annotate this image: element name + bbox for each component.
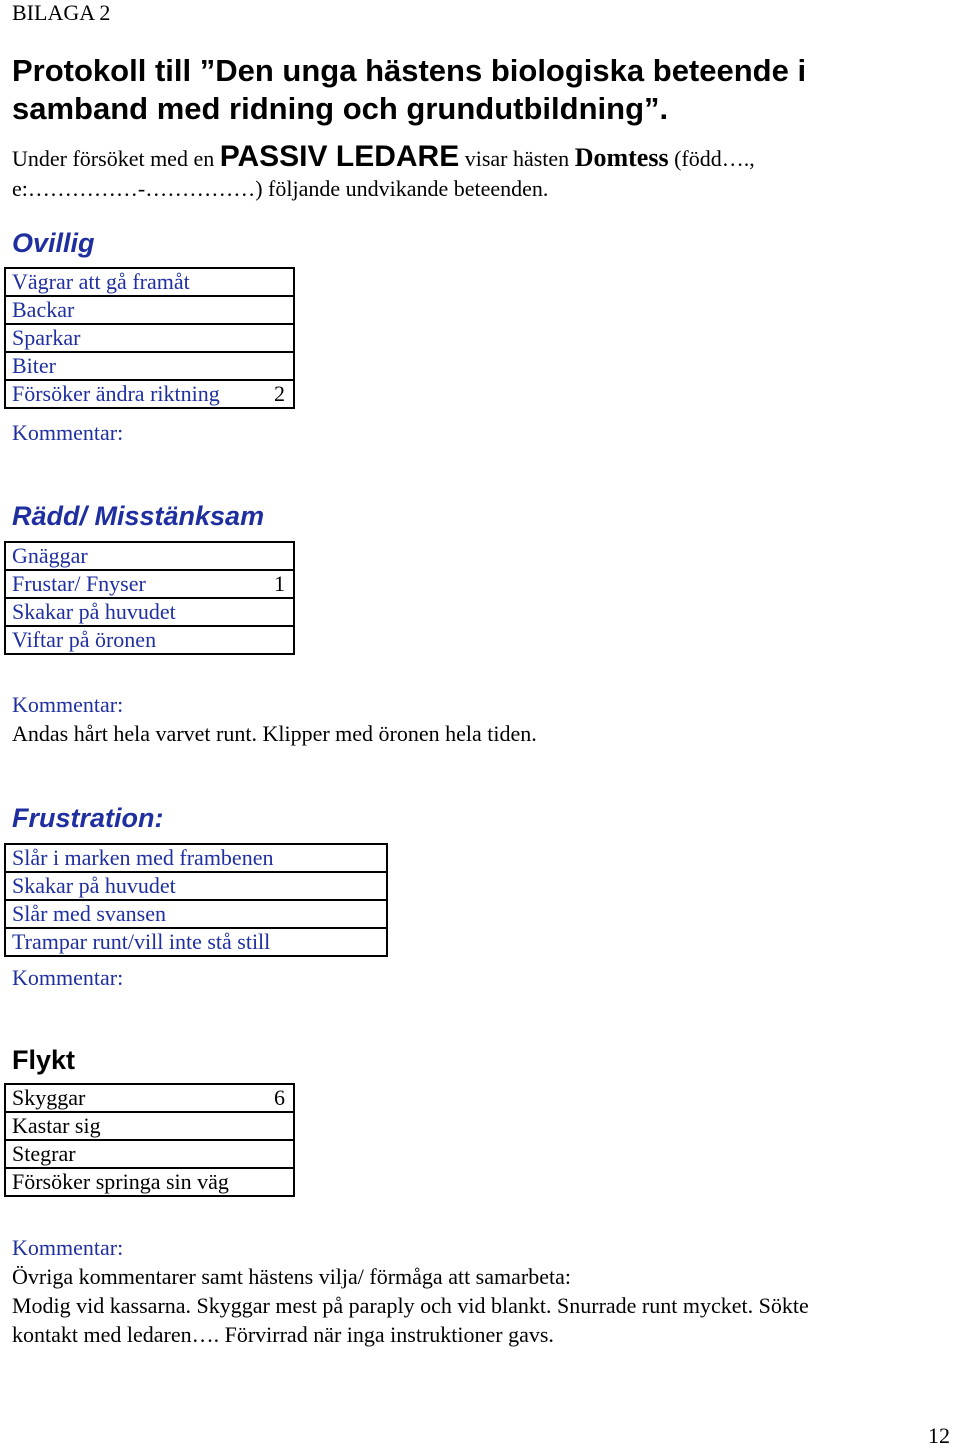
behavior-count bbox=[257, 542, 294, 570]
radd-comment-label: Kommentar: bbox=[12, 692, 124, 717]
table-row bbox=[5, 1168, 294, 1196]
behavior-count bbox=[367, 872, 387, 900]
behavior-count bbox=[264, 268, 294, 296]
section-heading-radd: Rädd/ Misstänksam bbox=[12, 501, 265, 531]
table-row bbox=[5, 900, 387, 928]
behavior-label: Backar bbox=[5, 296, 264, 324]
radd-comment-text: Andas hårt hela varvet runt. Klipper med öronen hela tiden. bbox=[12, 721, 537, 746]
radd-table bbox=[4, 541, 295, 655]
behavior-count bbox=[265, 1140, 294, 1168]
behavior-label: Vägrar att gå framåt bbox=[5, 268, 264, 296]
appendix-label: BILAGA 2 bbox=[12, 0, 111, 25]
table-row bbox=[5, 268, 294, 296]
behavior-count bbox=[265, 1112, 294, 1140]
behavior-count bbox=[265, 1168, 294, 1196]
table-row bbox=[5, 598, 294, 626]
intro-prefix: Under försöket med en bbox=[12, 146, 220, 171]
leader-type: PASSIV LEDARE bbox=[219, 140, 460, 173]
behavior-count bbox=[257, 626, 294, 654]
frustration-comment-label: Kommentar: bbox=[12, 965, 124, 990]
table-row bbox=[5, 1084, 294, 1112]
intro-line-2: e:……………-……………) följande undvikande beteenden. bbox=[12, 176, 549, 201]
behavior-count bbox=[367, 844, 387, 872]
table-row bbox=[5, 928, 387, 956]
behavior-label: Viftar på öronen bbox=[5, 626, 257, 654]
section-heading-frustration: Frustration: bbox=[12, 803, 164, 833]
behavior-count bbox=[367, 900, 387, 928]
other-comments-line-2: kontakt med ledaren…. Förvirrad när inga instruktioner gavs. bbox=[12, 1322, 554, 1347]
ovillig-table bbox=[4, 267, 295, 409]
page-number: 12 bbox=[928, 1423, 950, 1448]
table-row bbox=[5, 296, 294, 324]
intro-line-1 bbox=[12, 140, 755, 174]
behavior-label: Biter bbox=[5, 352, 264, 380]
horse-name: Domtess bbox=[574, 143, 669, 172]
behavior-label: Sparkar bbox=[5, 324, 264, 352]
behavior-count: 1 bbox=[257, 570, 294, 598]
behavior-label: Skakar på huvudet bbox=[5, 598, 257, 626]
intro-middle: visar hästen bbox=[459, 146, 575, 171]
behavior-label: Skakar på huvudet bbox=[5, 872, 367, 900]
behavior-label: Slår med svansen bbox=[5, 900, 367, 928]
behavior-label: Gnäggar bbox=[5, 542, 257, 570]
behavior-count bbox=[264, 324, 294, 352]
page-title-line-1: Protokoll till ”Den unga hästens biologiska beteende i bbox=[12, 53, 807, 88]
frustration-table bbox=[4, 843, 388, 957]
behavior-label: Skyggar bbox=[5, 1084, 265, 1112]
behavior-label: Stegrar bbox=[5, 1140, 265, 1168]
section-heading-flykt: Flykt bbox=[12, 1045, 76, 1075]
behavior-label: Frustar/ Fnyser bbox=[5, 570, 257, 598]
behavior-count bbox=[257, 598, 294, 626]
behavior-label: Trampar runt/vill inte stå still bbox=[5, 928, 367, 956]
behavior-count bbox=[264, 296, 294, 324]
table-row bbox=[5, 872, 387, 900]
behavior-count: 6 bbox=[265, 1084, 294, 1112]
behavior-count: 2 bbox=[264, 380, 294, 408]
behavior-label: Slår i marken med frambenen bbox=[5, 844, 367, 872]
table-row bbox=[5, 324, 294, 352]
page-title-line-2: samband med ridning och grundutbildning”. bbox=[12, 91, 669, 126]
table-row bbox=[5, 1112, 294, 1140]
table-row bbox=[5, 626, 294, 654]
ovillig-comment-label: Kommentar: bbox=[12, 420, 124, 445]
other-comments-line-1: Modig vid kassarna. Skyggar mest på paraply och vid blankt. Snurrade runt mycket. Sökte bbox=[12, 1293, 809, 1318]
flykt-table bbox=[4, 1083, 295, 1197]
behavior-count bbox=[367, 928, 387, 956]
flykt-comment-label: Kommentar: bbox=[12, 1235, 124, 1260]
behavior-count bbox=[264, 352, 294, 380]
table-row bbox=[5, 1140, 294, 1168]
other-comments-label: Övriga kommentarer samt hästens vilja/ förmåga att samarbeta: bbox=[12, 1264, 571, 1289]
behavior-label: Försöker ändra riktning bbox=[5, 380, 264, 408]
behavior-label: Försöker springa sin väg bbox=[5, 1168, 265, 1196]
table-row bbox=[5, 380, 294, 408]
behavior-label: Kastar sig bbox=[5, 1112, 265, 1140]
table-row bbox=[5, 352, 294, 380]
table-row bbox=[5, 844, 387, 872]
intro-suffix: (född…., bbox=[668, 146, 755, 171]
table-row bbox=[5, 542, 294, 570]
table-row bbox=[5, 570, 294, 598]
section-heading-ovillig: Ovillig bbox=[12, 228, 95, 258]
